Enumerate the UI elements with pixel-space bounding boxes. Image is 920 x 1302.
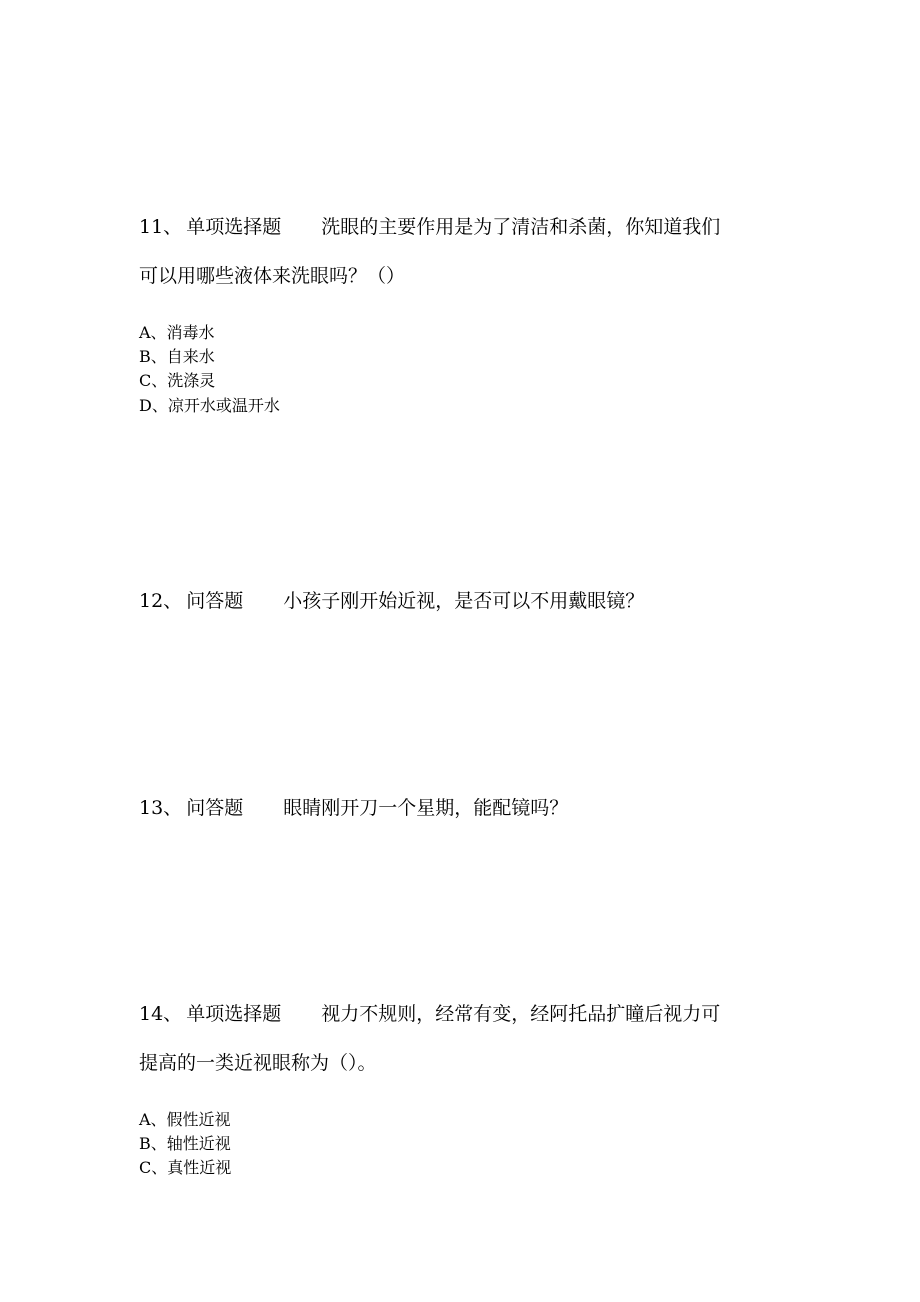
question-12-header (139, 589, 644, 613)
question-11-option-c: C、洗涤灵 (139, 371, 216, 390)
question-14-stem-line2: 提高的一类近视眼称为（）。 (139, 1052, 377, 1074)
question-14-type: 单项选择题 (186, 1003, 282, 1025)
question-12-number: 12、 (139, 590, 183, 612)
question-11-option-a: A、消毒水 (139, 323, 215, 342)
question-11-stem-line2: 可以用哪些液体来洗眼吗？（） (139, 265, 406, 287)
question-11-option-d: D、凉开水或温开水 (139, 396, 280, 415)
question-11-type: 单项选择题 (186, 216, 282, 238)
question-14-option-a: A、假性近视 (139, 1110, 231, 1129)
question-13-number: 13、 (139, 797, 183, 819)
question-14-number: 14、 (139, 1003, 183, 1025)
question-12-stem-line1: 小孩子刚开始近视，是否可以不用戴眼镜？ (283, 590, 645, 612)
question-11-option-b: B、自来水 (139, 347, 215, 366)
question-13-type: 问答题 (186, 797, 244, 819)
question-11-number: 11、 (139, 216, 183, 238)
question-12-type: 问答题 (186, 590, 244, 612)
question-14-header (139, 1002, 720, 1026)
question-13-stem-line1: 眼睛刚开刀一个星期，能配镜吗？ (283, 797, 569, 819)
question-14-option-b: B、轴性近视 (139, 1134, 231, 1153)
question-13-header (139, 796, 568, 820)
question-14-option-c: C、真性近视 (139, 1158, 232, 1177)
question-14-stem-line1: 视力不规则，经常有变，经阿托品扩瞳后视力可 (321, 1003, 721, 1025)
question-11-header (139, 215, 720, 239)
question-11-stem-line1: 洗眼的主要作用是为了清洁和杀菌，你知道我们 (321, 216, 721, 238)
